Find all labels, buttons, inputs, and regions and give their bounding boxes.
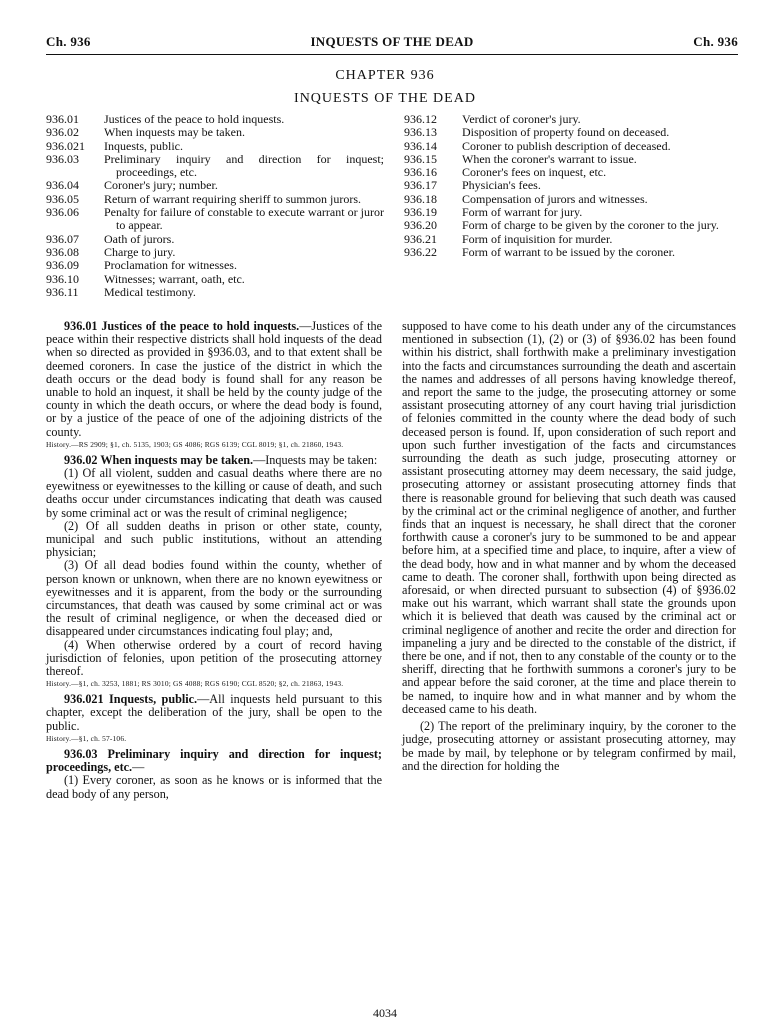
- toc-entry: 936.20 Form of charge to be given by the coroner to the jury.: [404, 218, 719, 233]
- running-header: [46, 34, 738, 55]
- toc-entry: 936.18 Compensation of jurors and witnesses.: [404, 191, 648, 206]
- toc-entry: 936.15 When the coroner's warrant to issue.: [404, 151, 637, 166]
- toc-entry: 936.01 Justices of the peace to hold inquests.: [46, 112, 285, 126]
- toc-entry: 936.11 Medical testimony.: [46, 284, 196, 299]
- history-note: History.—§1, ch. 3253, 1881; RS 3010; GS 4088; RGS 6190; CGL 8520; §2, ch. 21863, 1943.: [46, 679, 344, 689]
- subsection-paragraph: (3) Of all dead bodies found within the county, whether of person known or unknown, when there are no known eyewitness or eyewitnesses and it is apparent, from the body or the surrounding circumstances, that death was caused by some criminal act or was the result of criminal negligence, or when the deceased died or disappeared under circumstances indicating foul play; and,: [46, 558, 382, 639]
- history-note: History.—RS 2909; §1, ch. 5135, 1903; GS 4086; RGS 6139; CGL 8019; §1, ch. 21860, 1943.: [46, 439, 344, 449]
- toc-entry: 936.021 Inquests, public.: [46, 138, 183, 153]
- section-heading: 936.02 When inquests may be taken.: [64, 452, 254, 467]
- body-right-column: [402, 320, 736, 773]
- toc-entry: 936.06 Penalty for failure of constable to execute warrant or juror to appear.: [46, 205, 384, 233]
- section-heading: 936.03 Preliminary inquiry and direction for inquest; proceedings, etc.: [46, 746, 382, 775]
- section-text: —: [132, 760, 145, 775]
- toc-entry: 936.22 Form of warrant to be issued by the coroner.: [404, 244, 675, 259]
- toc-right-column: [404, 113, 736, 259]
- toc-entry: 936.12 Verdict of coroner's jury.: [404, 112, 581, 126]
- section-text: —All inquests held pursuant to this chapter, except the deliberation of the jury, shall be open to the public.: [46, 692, 382, 733]
- subsection-paragraph: (4) When otherwise ordered by a court of record having jurisdiction of felonies, upon petition of the prosecuting attorney thereof.: [46, 637, 382, 679]
- header-chapter-left: Ch. 936: [46, 34, 91, 49]
- section-936-01: [46, 320, 382, 439]
- header-title: INQUESTS OF THE DEAD: [310, 34, 474, 49]
- subsection-paragraph: (1) Every coroner, as soon as he knows or is informed that the dead body of any person,: [46, 773, 382, 801]
- subsection-paragraph: (1) Of all violent, sudden and casual deaths where there are no eyewitness or eyewitnesses to the killing or cause of death, and such deaths occur under circumstances indicating that death was caused by some criminal act or was the result of criminal negligence;: [46, 466, 382, 520]
- section-text: —Justices of the peace within their respective districts shall hold inquests of the dead when so directed as provided in §936.03, and to that extent shall be deemed coroners. In case the justice of the district in which the death occurs or the dead body is found shall for any reason be unable to hold an inquest, it shall be held by the county judge of the county in which the death occurs, or where the dead body is found, or by a justice of the peace of one of the adjoining districts of the county.: [46, 319, 382, 439]
- toc-entry: 936.13 Disposition of property found on deceased.: [404, 125, 670, 140]
- toc-entry: 936.05 Return of warrant requiring sheriff to summon jurors.: [46, 191, 362, 206]
- subsection-paragraph: (2) Of all sudden deaths in prison or other state, county, municipal and such public institutions, without an attending physician;: [46, 518, 382, 560]
- history-note: History.—§1, ch. 57-106.: [46, 733, 127, 743]
- section-heading: 936.01 Justices of the peace to hold inquests.: [64, 319, 300, 333]
- toc-entry: 936.21 Form of inquisition for murder.: [404, 231, 613, 246]
- section-text: —Inquests may be taken:: [253, 452, 378, 467]
- toc-entry: 936.19 Form of warrant for jury.: [404, 205, 583, 220]
- page-number: 4034: [373, 1006, 397, 1020]
- toc-entry: 936.14 Coroner to publish description of deceased.: [404, 138, 671, 153]
- chapter-subtitle: INQUESTS OF THE DEAD: [294, 91, 476, 106]
- toc-entry: 936.07 Oath of jurors.: [46, 231, 175, 246]
- toc-entry: 936.03 Preliminary inquiry and direction for inquest; proceedings, etc.: [46, 151, 384, 180]
- toc-entry: 936.04 Coroner's jury; number.: [46, 178, 218, 193]
- toc-entry: 936.17 Physician's fees.: [404, 178, 541, 193]
- toc-left-column: [46, 113, 384, 299]
- toc-entry: 936.09 Proclamation for witnesses.: [46, 258, 237, 273]
- toc-entry: 936.10 Witnesses; warrant, oath, etc.: [46, 271, 245, 286]
- toc-entry: 936.16 Coroner's fees on inquest, etc.: [404, 165, 607, 180]
- subsection-paragraph: (2) The report of the preliminary inquiry, by the coroner to the judge, prosecuting attorney or assistant prosecuting attorney, may be made by mail, by telephone or by telegram confirmed by mail, and the direction for holding the: [402, 719, 736, 773]
- body-left-column: [46, 320, 382, 801]
- section-936-021: [46, 693, 382, 733]
- chapter-title: CHAPTER 936: [335, 68, 435, 83]
- toc-entry: 936.02 When inquests may be taken.: [46, 125, 245, 140]
- section-936-03: [46, 748, 382, 774]
- toc-entry: 936.08 Charge to jury.: [46, 244, 176, 259]
- continued-paragraph: supposed to have come to his death under any of the circumstances mentioned in subsection (1), (2) or (3) of §936.02 has been found within his district, shall forthwith make a preliminary investigation into the facts and circumstances surrounding the death and ascertain the names and addresses of all persons having knowledge thereof, and report the same to the judge, the prosecuting attorney or some assistant prosecuting attorney of any court having trial jurisdiction of felonies committed in the county where the dead body of such deceased person is found. If, upon consideration of such report and upon such further investigation of the facts and circumstances surrounding the death as such judge, prosecuting attorney or assistant prosecuting attorney may deem necessary, the said judge, prosecuting attorney or assistant prosecuting attorney finds that there is reasonable ground for believing that such death was caused by the criminal act or the criminal negligence of another, and further finds that an inquest is necessary, he shall direct that the coroner forthwith cause a coroner's jury to be summoned to be and appear before him, at a specified time and place, to inquire, after a view of the dead body, how and in what manner and by whom the deceased came to death. The coroner shall, forthwith upon being directed as aforesaid, or when directed pursuant to subsection (4) of §936.02 make out his warrant, which warrant shall state the grounds upon which it is believed that death was caused by the criminal act or criminal negligence of another and recite the order and direction for impaneling a jury and be directed to the constable of the district, if there be one, and if not, then to any constable of the county or to the sheriff, directing that he forthwith summons a coroner's jury to be and appear before the said coroner, at the time and place therein to be named, to inquire how and in what manner and by whom the deceased came to his death.: [402, 319, 736, 716]
- section-heading: 936.021 Inquests, public.: [64, 692, 198, 707]
- header-chapter-right: Ch. 936: [693, 34, 738, 49]
